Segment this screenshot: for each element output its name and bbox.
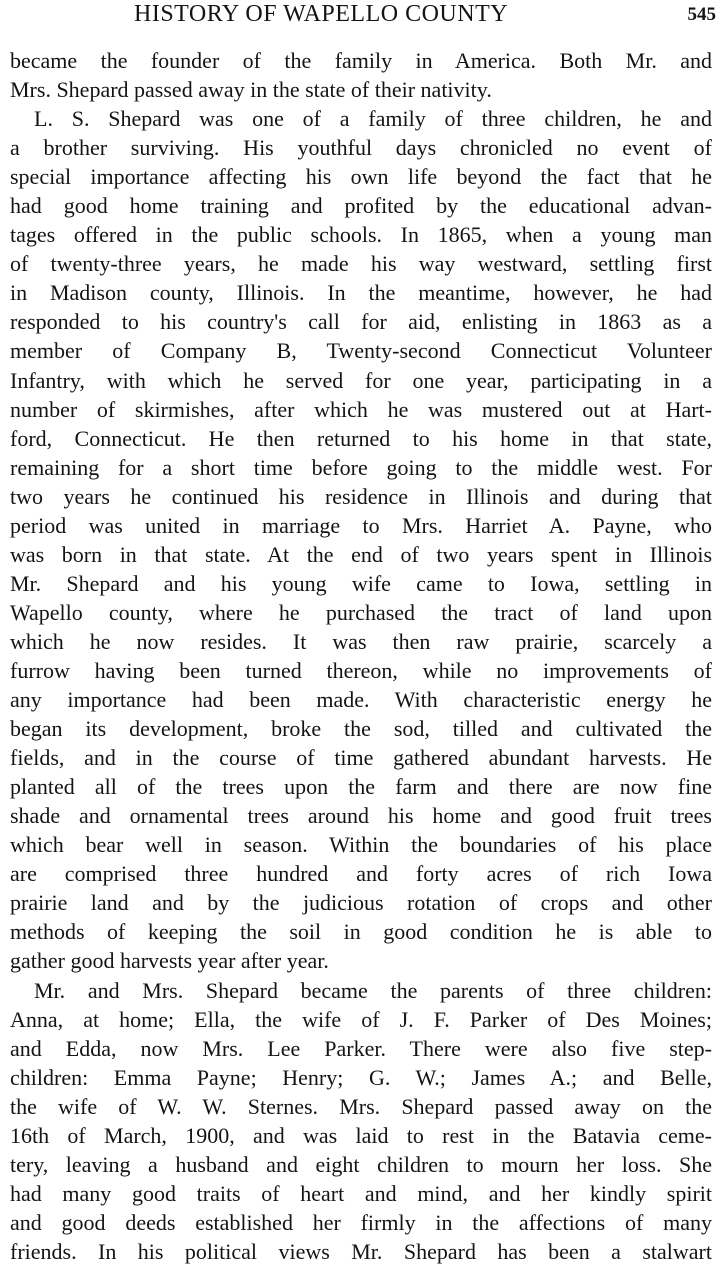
text-line: member of Company B, Twenty-second Connecticut Volunteer — [10, 338, 712, 364]
text-line: the wife of W. W. Sternes. Mrs. Shepard passed away on the — [10, 1093, 712, 1119]
text-line: Mr. Shepard and his young wife came to Iowa, settling in — [10, 570, 712, 596]
text-line: was born in that state. At the end of two years spent in Illinois — [10, 541, 712, 567]
text-line: fields, and in the course of time gathered abundant harvests. He — [10, 745, 712, 771]
text-line: remaining for a short time before going to the middle west. For — [10, 454, 712, 480]
text-line: prairie land and by the judicious rotation of crops and other — [10, 890, 712, 916]
text-line: are comprised three hundred and forty acres of rich Iowa — [10, 861, 712, 887]
text-line: planted all of the trees upon the farm and there are now fine — [10, 774, 712, 800]
running-head — [0, 0, 724, 32]
text-line: period was united in marriage to Mrs. Harriet A. Payne, who — [10, 512, 712, 538]
text-line: tages offered in the public schools. In 1865, when a young man — [10, 222, 712, 248]
running-title: HISTORY OF WAPELLO COUNTY — [134, 1, 509, 27]
text-line: any importance had been made. With characteristic energy he — [10, 687, 712, 713]
text-line: which he now resides. It was then raw prairie, scarcely a — [10, 628, 712, 654]
text-line: 16th of March, 1900, and was laid to rest in the Batavia ceme- — [10, 1122, 712, 1148]
text-line: ford, Connecticut. He then returned to his home in that state, — [10, 425, 712, 451]
text-line: two years he continued his residence in Illinois and during that — [10, 483, 712, 509]
text-line: responded to his country's call for aid, enlisting in 1863 as a — [10, 309, 712, 335]
page-number: 545 — [687, 4, 716, 25]
text-line: and Edda, now Mrs. Lee Parker. There were also five step- — [10, 1035, 712, 1061]
text-line: furrow having been turned thereon, while no improvements of — [10, 657, 712, 683]
text-line: had good home training and profited by the educational advan- — [10, 193, 712, 219]
text-line: shade and ornamental trees around his home and good fruit trees — [10, 803, 712, 829]
text-line: a brother surviving. His youthful days chronicled no event of — [10, 135, 712, 161]
text-line: tery, leaving a husband and eight children to mourn her loss. She — [10, 1151, 712, 1177]
text-line: began its development, broke the sod, tilled and cultivated the — [10, 716, 712, 742]
text-line: L. S. Shepard was one of a family of three children, he and — [34, 106, 712, 132]
text-line: and good deeds established her firmly in the affections of many — [10, 1209, 712, 1235]
text-line: gather good harvests year after year. — [10, 948, 329, 974]
text-line: children: Emma Payne; Henry; G. W.; James A.; and Belle, — [10, 1064, 712, 1090]
text-line: in Madison county, Illinois. In the meantime, however, he had — [10, 280, 712, 306]
text-line: number of skirmishes, after which he was mustered out at Hart- — [10, 396, 712, 422]
text-line: special importance affecting his own life beyond the fact that he — [10, 164, 712, 190]
text-line: Infantry, with which he served for one year, participating in a — [10, 367, 712, 393]
text-line: Wapello county, where he purchased the tract of land upon — [10, 599, 712, 625]
text-line: Anna, at home; Ella, the wife of J. F. Parker of Des Moines; — [10, 1006, 712, 1032]
text-line: of twenty-three years, he made his way westward, settling first — [10, 251, 712, 277]
text-line: Mr. and Mrs. Shepard became the parents of three children: — [34, 977, 712, 1003]
text-line: became the founder of the family in America. Both Mr. and — [10, 48, 712, 73]
body-text — [10, 46, 712, 1266]
text-line: had many good traits of heart and mind, and her kindly spirit — [10, 1180, 712, 1206]
text-line: Mrs. Shepard passed away in the state of their nativity. — [10, 77, 492, 103]
text-line: friends. In his political views Mr. Shepard has been a stalwart — [10, 1238, 712, 1264]
text-line: methods of keeping the soil in good condition he is able to — [10, 919, 712, 945]
text-line: which bear well in season. Within the boundaries of his place — [10, 832, 712, 858]
